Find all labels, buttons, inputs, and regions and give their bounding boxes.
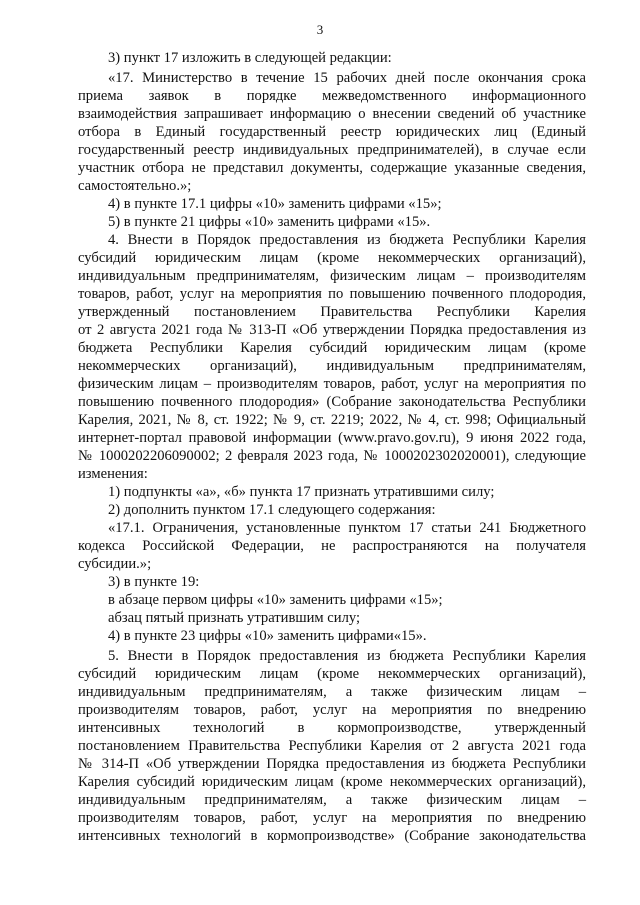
text-line: интернет-портал правовой информации (www.pravo.gov.ru), 9 июня 2022 года, [78,430,586,446]
text-line: производителям товаров, работ, услуг на мероприятия по внедрению [78,810,586,826]
text-line: № 1000202206090002; 2 февраля 2023 года, № 1000202302020001), следующие [78,448,586,464]
text-line: индивидуальным предпринимателям, а также физическим лицам – [78,792,586,808]
text-line: абзац пятый признать утратившим силу; [108,610,361,626]
text-line: 5) в пункте 21 цифры «10» заменить цифрами «15». [108,214,431,230]
text-line: интенсивных технологий в кормопроизводстве» (Собрание законодательства [78,828,586,844]
text-line: «17. Министерство в течение 15 рабочих дней после окончания срока [108,70,586,86]
text-line: товаров, работ, услуг на мероприятия по повышению почвенного плодородия, [78,286,586,302]
text-line: индивидуальным предпринимателям, физическим лицам – производителям [78,268,586,284]
text-line: производителям товаров, работ, услуг на мероприятия по внедрению [78,702,586,718]
text-line: участник отбора не представил документы, содержащие указанные сведения, [78,160,586,176]
text-line: физическим лицам – производителям товаров, работ, услуг на мероприятия по [78,376,586,392]
text-line: интенсивных технологий в кормопроизводстве, утвержденный [78,720,586,736]
text-line: постановлением Правительства Республики Карелия от 2 августа 2021 года [78,738,586,754]
text-line: 3) в пункте 19: [108,574,200,590]
text-line: Карелия субсидий юридическим лицам (кроме некоммерческих организаций), [78,774,586,790]
text-line: 4) в пункте 23 цифры «10» заменить цифрами«15». [108,628,427,644]
text-line: 1) подпункты «а», «б» пункта 17 признать утратившими силу; [108,484,495,500]
text-line: № 314-П «Об утверждении Порядка предоставления из бюджета Республики [78,756,586,772]
text-line: субсидий юридическим лицам (кроме некоммерческих организаций), [78,250,586,266]
text-line: 5. Внести в Порядок предоставления из бюджета Республики Карелия [108,648,586,664]
text-line: взаимодействия запрашивает информацию о внесении сведений об участнике [78,106,586,122]
text-line: от 2 августа 2021 года № 313-П «Об утверждении Порядка предоставления из [78,322,586,338]
text-line: 2) дополнить пунктом 17.1 следующего содержания: [108,502,436,518]
text-line: самостоятельно.»; [78,178,192,194]
text-line: субсидий юридическим лицам (кроме некоммерческих организаций), [78,666,586,682]
text-line: бюджета Республики Карелия субсидий юридическим лицам (кроме [78,340,586,356]
text-line: 4) в пункте 17.1 цифры «10» заменить цифрами «15»; [108,196,442,212]
text-line: государственный реестр индивидуальных предпринимателей), в случае если [78,142,586,158]
text-line: «17.1. Ограничения, установленные пунктом 17 статьи 241 Бюджетного [108,520,586,536]
text-line: кодекса Российской Федерации, не распространяются на получателя [78,538,586,554]
text-line: утвержденный постановлением Правительства Республики Карелия [78,304,586,320]
text-line: субсидии.»; [78,556,152,572]
text-line: в абзаце первом цифры «10» заменить цифрами «15»; [108,592,443,608]
text-line: повышению почвенного плодородия» (Собрание законодательства Республики [78,394,586,410]
text-line: индивидуальным предпринимателям, а также физическим лицам – [78,684,586,700]
page-number: 3 [316,22,324,37]
text-line: приема заявок в порядке межведомственного информационного [78,88,586,104]
text-line: изменения: [78,466,148,482]
text-line: Карелия, 2021, № 8, ст. 1922; № 9, ст. 2219; 2022, № 4, ст. 998; Официальный [78,412,586,428]
text-line: 3) пункт 17 изложить в следующей редакции: [108,50,392,66]
text-line: отбора в Единый государственный реестр юридических лиц (Единый [78,124,586,140]
text-line: некоммерческих организаций), индивидуальным предпринимателям, [78,358,586,374]
text-line: 4. Внести в Порядок предоставления из бюджета Республики Карелия [108,232,586,248]
